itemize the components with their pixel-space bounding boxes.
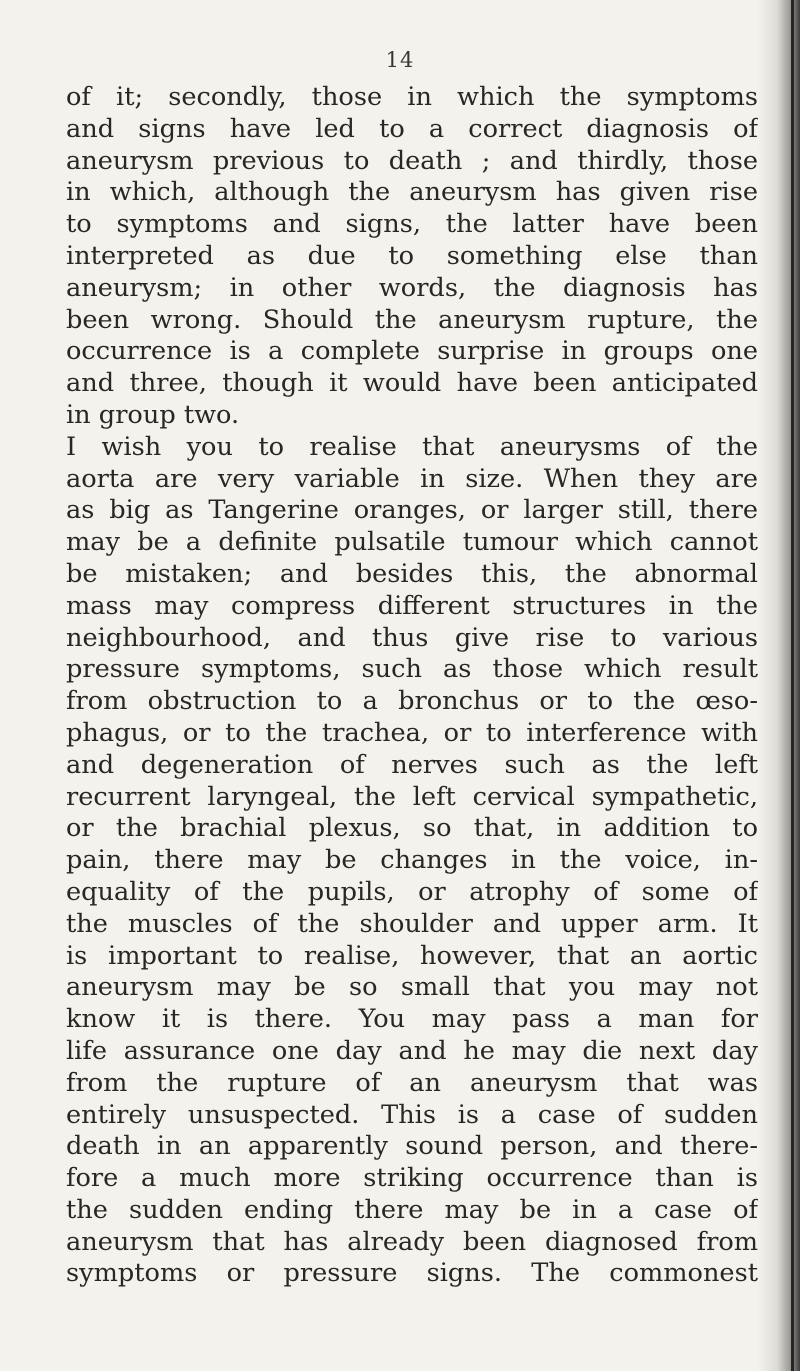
text-line: neighbourhood, and thus give rise to various <box>66 622 758 653</box>
text-line: the sudden ending there may be in a case of <box>66 1194 758 1225</box>
text-line: pressure symptoms, such as those which result <box>66 654 758 685</box>
text-line: symptoms or pressure signs. The commonest <box>66 1258 758 1289</box>
text-line: entirely unsuspected. This is a case of sudden <box>66 1099 758 1130</box>
page-number: 14 <box>385 48 415 72</box>
text-line: I wish you to realise that aneurysms of the <box>66 431 758 462</box>
text-line: aorta are very variable in size. When they are <box>66 463 758 494</box>
text-line: of it; secondly, those in which the symptoms <box>66 82 758 112</box>
text-line: pain, there may be changes in the voice, in- <box>66 845 758 876</box>
text-line: be mistaken; and besides this, the abnormal <box>66 558 758 589</box>
text-line: from obstruction to a bronchus or to the œso- <box>66 686 758 717</box>
text-line: and signs have led to a correct diagnosis of <box>66 113 758 144</box>
text-line: aneurysm previous to death ; and thirdly, those <box>66 145 758 176</box>
text-line: occurrence is a complete surprise in groups one <box>66 336 758 367</box>
text-line: or the brachial plexus, so that, in addition to <box>66 813 758 844</box>
text-line: and degeneration of nerves such as the left <box>66 749 758 780</box>
binding-edge <box>791 0 794 1371</box>
text-line: mass may compress different structures in the <box>66 590 758 621</box>
text-line: fore a much more striking occurrence than is <box>66 1163 758 1194</box>
body-text <box>66 82 758 1290</box>
text-line: in group two. <box>66 399 240 430</box>
text-line: aneurysm may be so small that you may not <box>66 972 758 1003</box>
text-line: death in an apparently sound person, and there- <box>66 1131 758 1162</box>
text-line: aneurysm; in other words, the diagnosis has <box>66 272 758 303</box>
text-line: from the rupture of an aneurysm that was <box>66 1067 758 1098</box>
text-line: and three, though it would have been anticipated <box>66 368 758 399</box>
text-line: equality of the pupils, or atrophy of some of <box>66 876 758 907</box>
text-line: the muscles of the shoulder and upper arm. It <box>66 908 758 939</box>
text-line: been wrong. Should the aneurysm rupture, the <box>66 304 758 335</box>
text-line: interpreted as due to something else than <box>66 240 758 271</box>
text-line: as big as Tangerine oranges, or larger still, there <box>66 495 758 526</box>
text-line: aneurysm that has already been diagnosed from <box>66 1226 758 1257</box>
text-line: recurrent laryngeal, the left cervical sympathetic, <box>66 781 758 812</box>
text-line: is important to realise, however, that an aortic <box>66 940 758 971</box>
text-line: know it is there. You may pass a man for <box>66 1004 758 1035</box>
text-line: phagus, or to the trachea, or to interference with <box>66 717 758 748</box>
text-line: in which, although the aneurysm has given rise <box>66 177 758 208</box>
text-line: to symptoms and signs, the latter have been <box>66 209 758 240</box>
text-line: life assurance one day and he may die next day <box>66 1035 758 1066</box>
text-line: may be a definite pulsatile tumour which cannot <box>66 527 758 558</box>
